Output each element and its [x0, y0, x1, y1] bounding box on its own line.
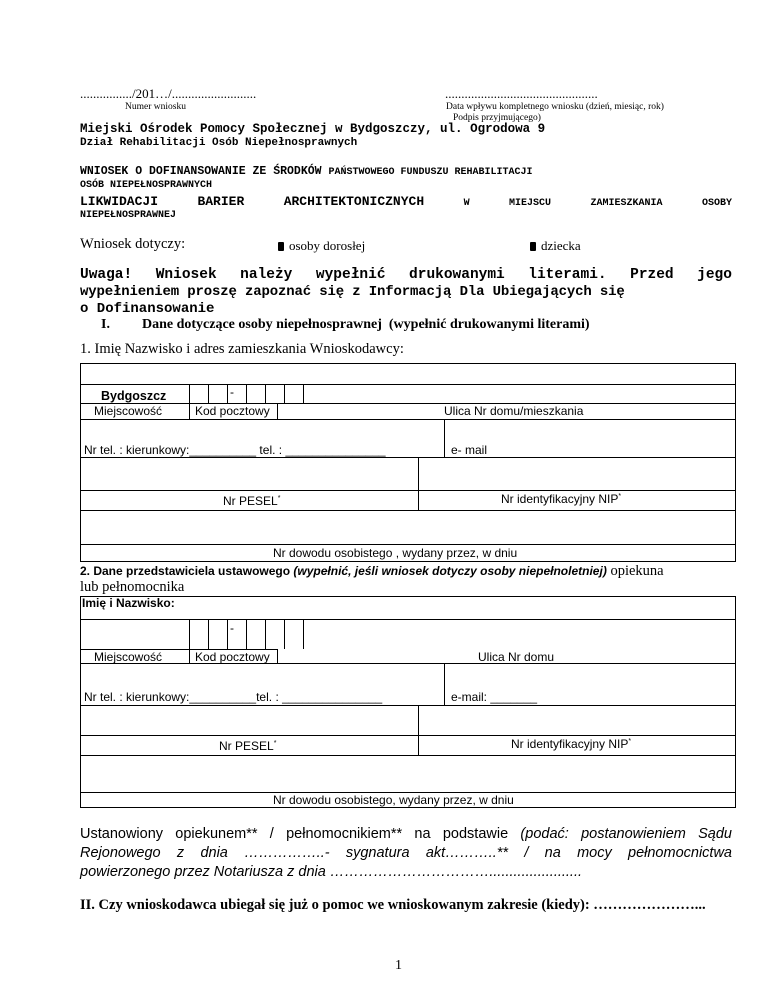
rep-name-label[interactable]: Imię i Nazwisko: [82, 596, 175, 610]
title-word: BARIER [197, 194, 245, 209]
title-line-1b: PAŃSTWOWEGO FUNDUSZU REHABILITACJI [328, 167, 533, 178]
section-1-subheading: 1. Imię Nazwisko i adres zamieszkania Wnioskodawcy: [80, 341, 404, 357]
checkbox-icon[interactable] [278, 242, 284, 251]
rep-email-label[interactable]: e-mail: _______ [451, 690, 538, 704]
institution-line-1: Miejski Ośrodek Pomocy Społecznej w Bydgoszczy, ul. Ogrodowa 9 [80, 122, 546, 136]
notice-line-2: wypełnieniem proszę zapoznać się z Informacją Dla Ubiegających się [80, 284, 625, 300]
option-child[interactable] [530, 238, 581, 254]
title-word: OSOBY [701, 198, 732, 209]
phone-label[interactable]: Nr tel. : kierunkowy:__________ tel. : _______________ [84, 443, 386, 457]
applicant-table [80, 363, 736, 562]
postal-code-label: Kod pocztowy [195, 404, 270, 418]
notice-word: Uwaga! [80, 267, 133, 283]
rep-postal-dash: - [230, 621, 234, 635]
title-word: W [463, 198, 470, 209]
street-label: Ulica Nr domu/mieszkania [444, 404, 584, 418]
concerns-label: Wniosek dotyczy: [80, 236, 186, 252]
receipt-date-line[interactable]: ............................................... [445, 86, 598, 101]
title-line-1a: WNIOSEK O DOFINANSOWANIE ZE ŚRODKÓW [80, 165, 329, 178]
section-1-note: (wypełnić drukowanymi literami) [388, 317, 590, 332]
notice-word: Przed [630, 267, 674, 283]
section-2-question[interactable]: II. Czy wnioskodawca ubiegał się już o pomoc we wnioskowanym zakresie (kiedy): …………………... [80, 897, 706, 913]
title-line-1 [80, 165, 533, 178]
rep-postal-code-label: Kod pocztowy [195, 650, 270, 664]
option-child-label: dziecka [541, 238, 581, 253]
checkbox-icon[interactable] [530, 242, 536, 251]
section-2-guardian: opiekuna [606, 563, 664, 579]
title-line-4: NIEPEŁNOSPRAWNEJ [80, 210, 177, 221]
title-word: ARCHITEKTONICZNYCH [283, 194, 425, 209]
notice-line-1 [80, 267, 732, 283]
notice-word: należy [240, 267, 293, 283]
guardian-line-3[interactable]: powierzonego przez Notariusza z dnia ……………………………....................... [80, 864, 583, 880]
institution-line-2: Dział Rehabilitacji Osób Niepełnosprawnych [80, 137, 358, 149]
application-number-caption: Numer wniosku [125, 102, 186, 112]
nip-label: Nr identyfikacyjny NIP* [501, 492, 622, 506]
rep-city-label: Miejscowość [94, 650, 163, 664]
application-number-line[interactable]: ................/201…/.......................... [80, 86, 257, 101]
section-1-numeral: I. [101, 317, 110, 332]
applicant-name-field[interactable] [80, 363, 736, 385]
rep-phone-label[interactable]: Nr tel. : kierunkowy:__________tel. : _______________ [84, 690, 383, 704]
city-label: Miejscowość [94, 404, 163, 418]
pesel-label: Nr PESEL* [223, 494, 281, 508]
title-word: MIEJSCU [509, 198, 552, 209]
rep-nip-label: Nr identyfikacyjny NIP* [511, 737, 632, 751]
guardian-basis [80, 825, 732, 882]
email-label[interactable]: e- mail [451, 443, 488, 457]
section-2-heading [80, 562, 664, 580]
signature-caption: Podpis przyjmującego) [453, 113, 541, 123]
guardian-line-2[interactable]: Rejonowego z dnia ……………..- sygnatura akt………..** / na mocy pełnomocnictwa [80, 845, 732, 861]
rep-id-card-label: Nr dowodu osobistego, wydany przez, w dniu [273, 793, 514, 807]
title-line-2: OSÓB NIEPEŁNOSPRAWNYCH [80, 180, 213, 191]
section-2-note: (wypełnić, jeśli wniosek dotyczy osoby niepełnoletniej) [293, 564, 607, 578]
notice-word: jego [697, 267, 732, 283]
city-value[interactable]: Bydgoszcz [101, 389, 167, 403]
notice-word: drukowanymi [409, 267, 505, 283]
postal-dash: - [230, 385, 234, 399]
rep-street-label: Ulica Nr domu [478, 650, 555, 664]
notice-word: Wniosek [155, 267, 217, 283]
section-1-heading [101, 317, 590, 333]
rep-pesel-label: Nr PESEL* [219, 739, 277, 753]
option-adult[interactable] [278, 238, 365, 254]
id-card-label: Nr dowodu osobistego , wydany przez, w dniu [273, 546, 518, 560]
section-2-heading-line-2: lub pełnomocnika [80, 579, 185, 595]
page-number: 1 [395, 958, 402, 973]
title-line-3 [80, 194, 732, 209]
guardian-line-1: Ustanowiony opiekunem** / pełnomocnikiem** na podstawie (podać: postanowieniem Sądu [80, 826, 732, 842]
section-2-title: 2. Dane przedstawiciela ustawowego [80, 564, 294, 578]
option-adult-label: osoby dorosłej [289, 238, 366, 253]
receipt-date-caption: Data wpływu kompletnego wniosku (dzień, miesiąc, rok) [446, 102, 664, 112]
notice-word: wypełnić [315, 267, 386, 283]
notice-line-3: o Dofinansowanie [80, 301, 215, 317]
notice-word: literami. [528, 267, 607, 283]
title-word: LIKWIDACJI [80, 194, 159, 209]
section-1-title: Dane dotyczące osoby niepełnosprawnej [141, 317, 382, 332]
title-word: ZAMIESZKANIA [590, 198, 663, 209]
